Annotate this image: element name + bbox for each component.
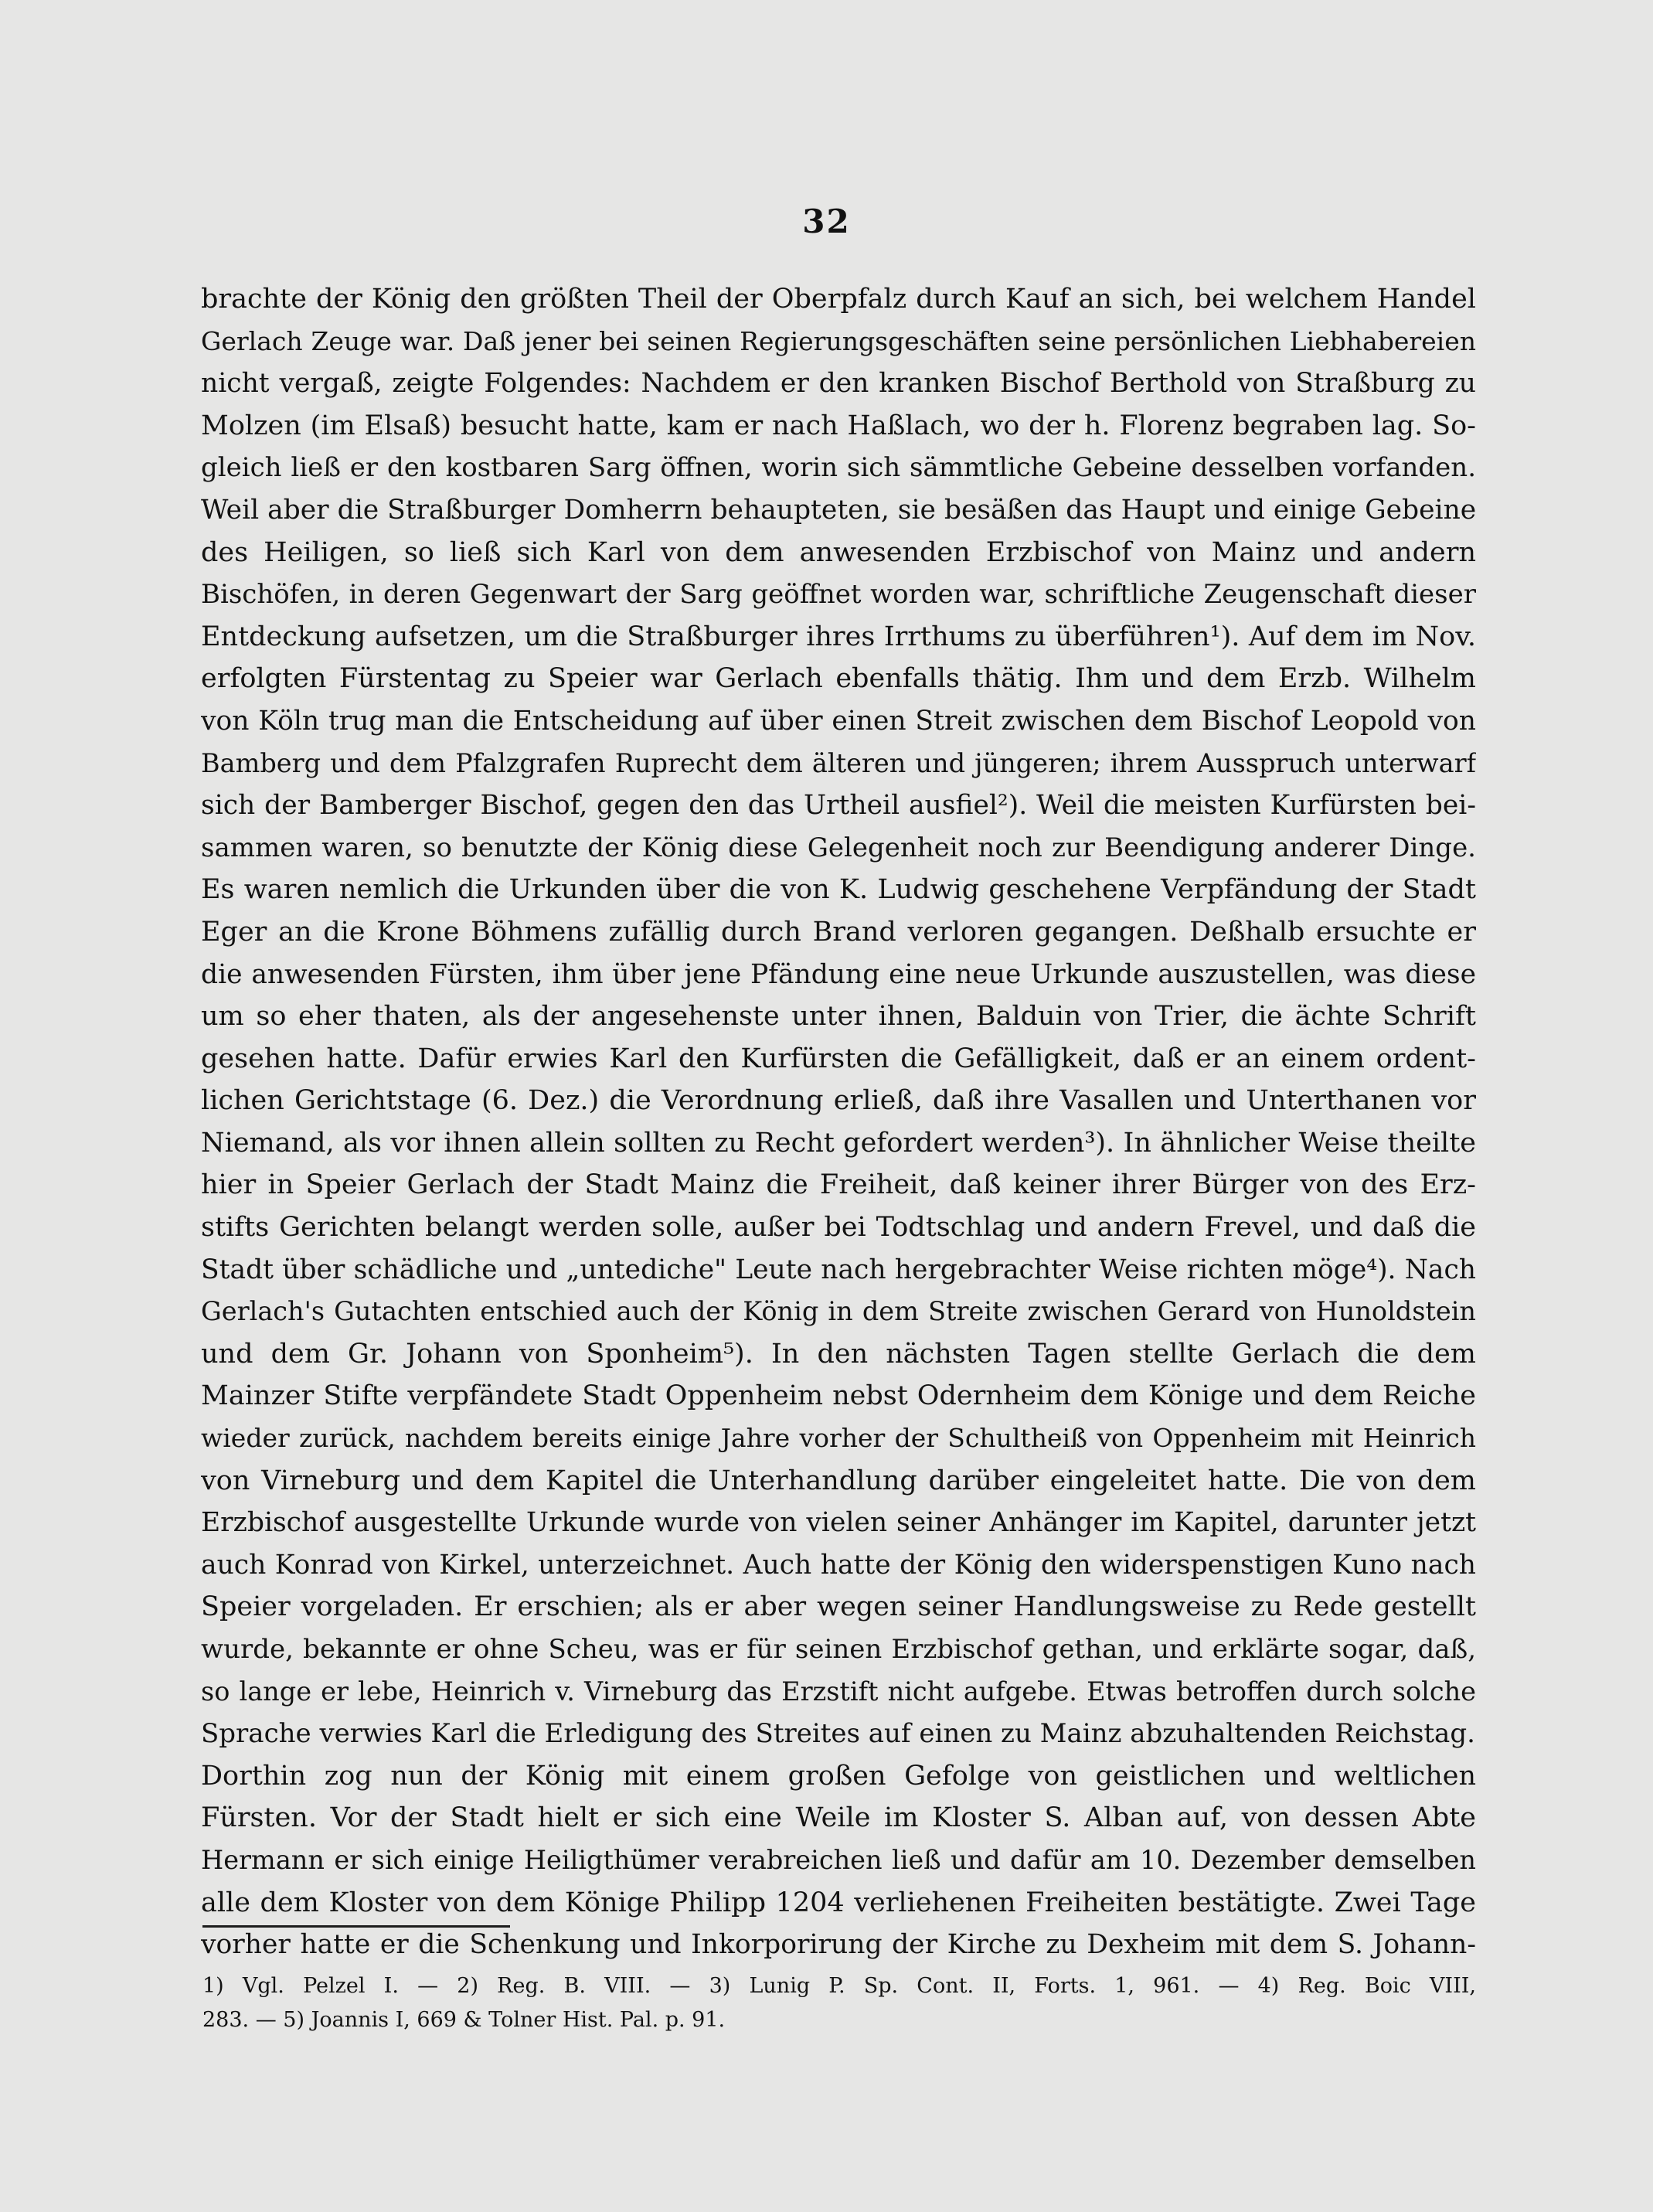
text-line: wurde, bekannte er ohne Scheu, was er für seinen Erzbischof gethan, und erklärte sogar, daß, [201, 1634, 1476, 1665]
text-line: brachte der König den größten Theil der Oberpfalz durch Kauf an sich, bei welchem Handel [201, 284, 1476, 315]
text-line: vorher hatte er die Schenkung und Inkorporirung der Kirche zu Dexheim mit dem S. Johann- [201, 1929, 1476, 1961]
text-line: sich der Bamberger Bischof, gegen den das Urtheil ausfiel²). Weil die meisten Kurfürsten bei- [201, 790, 1476, 822]
text-line: Es waren nemlich die Urkunden über die von K. Ludwig geschehene Verpfändung der Stadt [201, 874, 1476, 906]
footnotes [202, 1969, 1476, 2037]
text-line: Gerlach's Gutachten entschied auch der König in dem Streite zwischen Gerard von Hunoldstein [201, 1296, 1476, 1327]
text-line: Gerlach Zeuge war. Daß jener bei seinen Regierungsgeschäften seine persönlichen Liebhabereien [201, 325, 1476, 356]
text-line: Entdeckung aufsetzen, um die Straßburger ihres Irrthums zu überführen¹). Auf dem im Nov. [201, 621, 1476, 652]
text-line: und dem Gr. Johann von Sponheim⁵). In den nächsten Tagen stellte Gerlach die dem [201, 1338, 1476, 1370]
text-line: Eger an die Krone Böhmens zufällig durch Brand verloren gegangen. Deßhalb ersuchte er [201, 916, 1476, 948]
text-line: Molzen (im Elsaß) besucht hatte, kam er nach Haßlach, wo der h. Florenz begraben lag. So- [201, 410, 1476, 441]
text-line: Hermann er sich einige Heiligthümer verabreichen ließ und dafür am 10. Dezember demselben [201, 1844, 1476, 1875]
text-line: gleich ließ er den kostbaren Sarg öffnen, worin sich sämmtliche Gebeine desselben vorfanden. [201, 452, 1476, 484]
footnote-line: 1) Vgl. Pelzel I. — 2) Reg. B. VIII. — 3) Lunig P. Sp. Cont. II, Forts. 1, 961. — 4) Reg. Boic VIII, [202, 1974, 1476, 1998]
text-line: Bamberg und dem Pfalzgrafen Ruprecht dem älteren und jüngeren; ihrem Ausspruch unterwarf [201, 747, 1476, 778]
text-line: Bischöfen, in deren Gegenwart der Sarg geöffnet worden war, schriftliche Zeugenschaft dieser [201, 579, 1476, 611]
text-line: stifts Gerichten belangt werden solle, außer bei Todtschlag und andern Frevel, und daß die [201, 1212, 1476, 1244]
text-line: gesehen hatte. Dafür erwies Karl den Kurfürsten die Gefälligkeit, daß er an einem ordent- [201, 1043, 1476, 1074]
text-line: nicht vergaß, zeigte Folgendes: Nachdem er den kranken Bischof Berthold von Straßburg zu [201, 368, 1476, 400]
text-line: Erzbischof ausgestellte Urkunde wurde von vielen seiner Anhänger im Kapitel, darunter jetzt [201, 1507, 1476, 1539]
text-line: Sprache verwies Karl die Erledigung des Streites auf einen zu Mainz abzuhaltenden Reichstag. [201, 1718, 1475, 1750]
text-line: alle dem Kloster von dem Könige Philipp 1204 verliehenen Freiheiten bestätigte. Zwei Tage [201, 1887, 1476, 1918]
text-line: Niemand, als vor ihnen allein sollten zu Recht gefordert werden³). In ähnlicher Weise theilte [201, 1127, 1476, 1159]
text-line: von Köln trug man die Entscheidung auf über einen Streit zwischen dem Bischof Leopold von [201, 705, 1476, 737]
text-line: die anwesenden Fürsten, ihm über jene Pfändung eine neue Urkunde auszustellen, was diese [201, 958, 1476, 990]
text-line: so lange er lebe, Heinrich v. Virneburg das Erzstift nicht aufgebe. Etwas betroffen durch solche [201, 1676, 1476, 1707]
footnote-divider [202, 1925, 510, 1928]
footnote-line: 283. — 5) Joannis I, 669 & Tolner Hist. Pal. p. 91. [202, 2008, 726, 2032]
text-line: um so eher thaten, als der angesehenste unter ihnen, Balduin von Trier, die ächte Schrift [201, 1001, 1476, 1033]
text-line: Fürsten. Vor der Stadt hielt er sich eine Weile im Kloster S. Alban auf, von dessen Abte [201, 1802, 1476, 1834]
text-line: lichen Gerichtstage (6. Dez.) die Verordnung erließ, daß ihre Vasallen und Unterthanen vor [201, 1085, 1476, 1117]
text-line: des Heiligen, so ließ sich Karl von dem anwesenden Erzbischof von Mainz und andern [201, 536, 1476, 568]
text-line: hier in Speier Gerlach der Stadt Mainz die Freiheit, daß keiner ihrer Bürger von des Erz- [201, 1169, 1476, 1201]
text-line: wieder zurück, nachdem bereits einige Jahre vorher der Schultheiß von Oppenheim mit Heinrich [201, 1423, 1476, 1454]
text-line: Mainzer Stifte verpfändete Stadt Oppenheim nebst Odernheim dem Könige und dem Reiche [201, 1380, 1476, 1412]
page-number: 32 [802, 202, 851, 240]
text-line: Dorthin zog nun der König mit einem großen Gefolge von geistlichen und weltlichen [201, 1760, 1476, 1792]
text-line: Stadt über schädliche und „untediche" Leute nach hergebrachter Weise richten möge⁴). Nach [201, 1254, 1476, 1285]
text-line: sammen waren, so benutzte der König diese Gelegenheit noch zur Beendigung anderer Dinge. [201, 832, 1476, 863]
text-line: auch Konrad von Kirkel, unterzeichnet. Auch hatte der König den widerspenstigen Kuno nach [201, 1549, 1476, 1581]
text-line: von Virneburg und dem Kapitel die Unterhandlung darüber eingeleitet hatte. Die von dem [201, 1465, 1476, 1496]
body-text [201, 278, 1476, 1966]
text-line: Weil aber die Straßburger Domherrn behaupteten, sie besäßen das Haupt und einige Gebeine [201, 494, 1476, 526]
text-line: Speier vorgeladen. Er erschien; als er aber wegen seiner Handlungsweise zu Rede gestellt [201, 1591, 1476, 1623]
text-line: erfolgten Fürstentag zu Speier war Gerlach ebenfalls thätig. Ihm und dem Erzb. Wilhelm [201, 663, 1476, 695]
